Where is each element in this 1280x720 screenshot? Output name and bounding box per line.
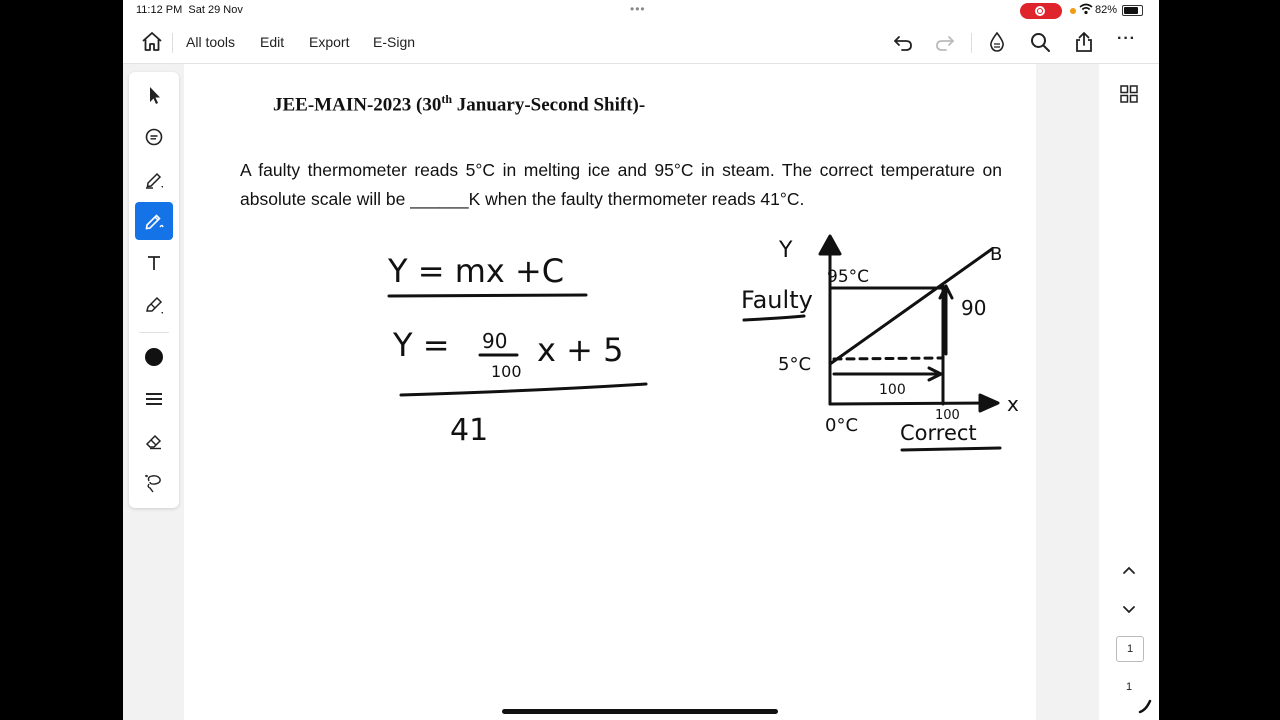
draw-tool-button[interactable] — [135, 202, 173, 240]
wifi-icon — [1079, 3, 1093, 15]
chevron-up-icon[interactable] — [1119, 560, 1139, 580]
status-bar — [123, 0, 1159, 22]
grid-view-icon[interactable] — [1119, 84, 1139, 104]
highlight-icon — [143, 168, 165, 190]
rail-divider — [139, 332, 169, 333]
status-time: 11:12 PM Sat 29 Nov — [136, 4, 243, 16]
graph-x-arrow — [980, 395, 998, 411]
ink-point-b: B — [990, 244, 1003, 265]
draw-pen-icon — [143, 210, 165, 232]
question-text: A faulty thermometer reads 5°C in melting ice and 95°C in steam. The correct temperature on absolute scale will be ______K when the faulty thermometer reads 41°C. — [240, 160, 1002, 209]
graph-y-arrow — [820, 236, 840, 254]
ink-eq2-rhs: x + 5 — [537, 331, 624, 369]
chevron-down-icon[interactable] — [1119, 599, 1139, 619]
esign-button[interactable]: E-Sign — [373, 34, 416, 50]
ink-eq2-lhs: Y = — [393, 326, 450, 364]
multitask-dots[interactable]: ••• — [630, 2, 646, 16]
pencil-icon — [143, 294, 165, 316]
ink-95c: 95°C — [827, 267, 870, 287]
ink-underline — [389, 295, 586, 296]
ink-eq1: Y = mx +C — [388, 252, 565, 290]
page-total: 1 — [1125, 681, 1133, 693]
comment-tool-button[interactable] — [135, 118, 173, 156]
undo-icon[interactable] — [891, 30, 915, 54]
home-icon[interactable] — [140, 30, 164, 54]
ink-underline — [401, 384, 646, 395]
graph-dashed-line — [834, 358, 942, 359]
handwritten-annotations — [184, 64, 1036, 720]
battery-percent: 82% — [1095, 4, 1118, 16]
toolbar-divider — [971, 33, 972, 53]
select-tool-button[interactable] — [135, 76, 173, 114]
graph-x-axis — [830, 403, 992, 404]
redo-icon[interactable] — [933, 30, 957, 54]
color-button[interactable] — [135, 338, 173, 376]
pdf-page[interactable] — [184, 64, 1036, 720]
app-screen — [123, 0, 1159, 720]
stroke-width-icon — [143, 388, 165, 410]
more-options-button[interactable]: ··· — [1117, 30, 1136, 47]
ink-100-axis: 100 — [935, 408, 960, 423]
ink-5c: 5°C — [778, 354, 812, 375]
screen-record-icon[interactable] — [1020, 3, 1062, 19]
color-fill-icon — [143, 346, 165, 368]
correct-underline — [902, 448, 1000, 450]
ink-90: 90 — [961, 296, 987, 320]
all-tools-button[interactable]: All tools — [186, 34, 236, 50]
faulty-underline — [744, 316, 804, 320]
share-icon[interactable] — [1072, 30, 1096, 54]
ink-eq2-den: 100 — [491, 362, 522, 381]
highlight-tool-button[interactable] — [135, 160, 173, 198]
top-toolbar — [123, 22, 1159, 64]
right-panel — [1099, 64, 1159, 720]
page-title: JEE-MAIN-2023 (30th January-Second Shift)- — [273, 92, 646, 116]
export-button[interactable]: Export — [309, 34, 350, 50]
liquid-mode-icon[interactable] — [985, 30, 1009, 54]
ink-eq2-num: 90 — [482, 329, 508, 353]
lasso-tool-button[interactable] — [135, 464, 173, 502]
ink-axis-y: Y — [779, 238, 793, 263]
edit-button[interactable]: Edit — [260, 34, 285, 50]
select-arrow-icon — [143, 84, 165, 106]
text-tool-button[interactable] — [135, 244, 173, 282]
mic-indicator-icon — [1070, 8, 1076, 14]
pencil-cursor-icon — [1137, 698, 1153, 714]
drawing-tool-rail — [129, 72, 179, 508]
ink-100-mid: 100 — [879, 382, 906, 398]
ink-value-41: 41 — [450, 413, 489, 448]
comment-icon — [143, 126, 165, 148]
ink-faulty: Faulty — [741, 286, 813, 314]
ink-correct: Correct — [900, 421, 977, 445]
eraser-tool-button[interactable] — [135, 422, 173, 460]
home-indicator[interactable] — [502, 709, 778, 714]
search-icon[interactable] — [1028, 30, 1052, 54]
lasso-icon — [143, 472, 165, 494]
ink-axis-x: x — [1007, 392, 1019, 416]
battery-icon — [1122, 5, 1143, 16]
eraser-icon — [143, 430, 165, 452]
ink-0c: 0°C — [825, 415, 859, 436]
current-page-indicator[interactable]: 1 — [1116, 636, 1144, 662]
text-icon — [143, 252, 165, 274]
pencil-tool-button[interactable] — [135, 286, 173, 324]
toolbar-divider — [172, 33, 173, 53]
stroke-width-button[interactable] — [135, 380, 173, 418]
